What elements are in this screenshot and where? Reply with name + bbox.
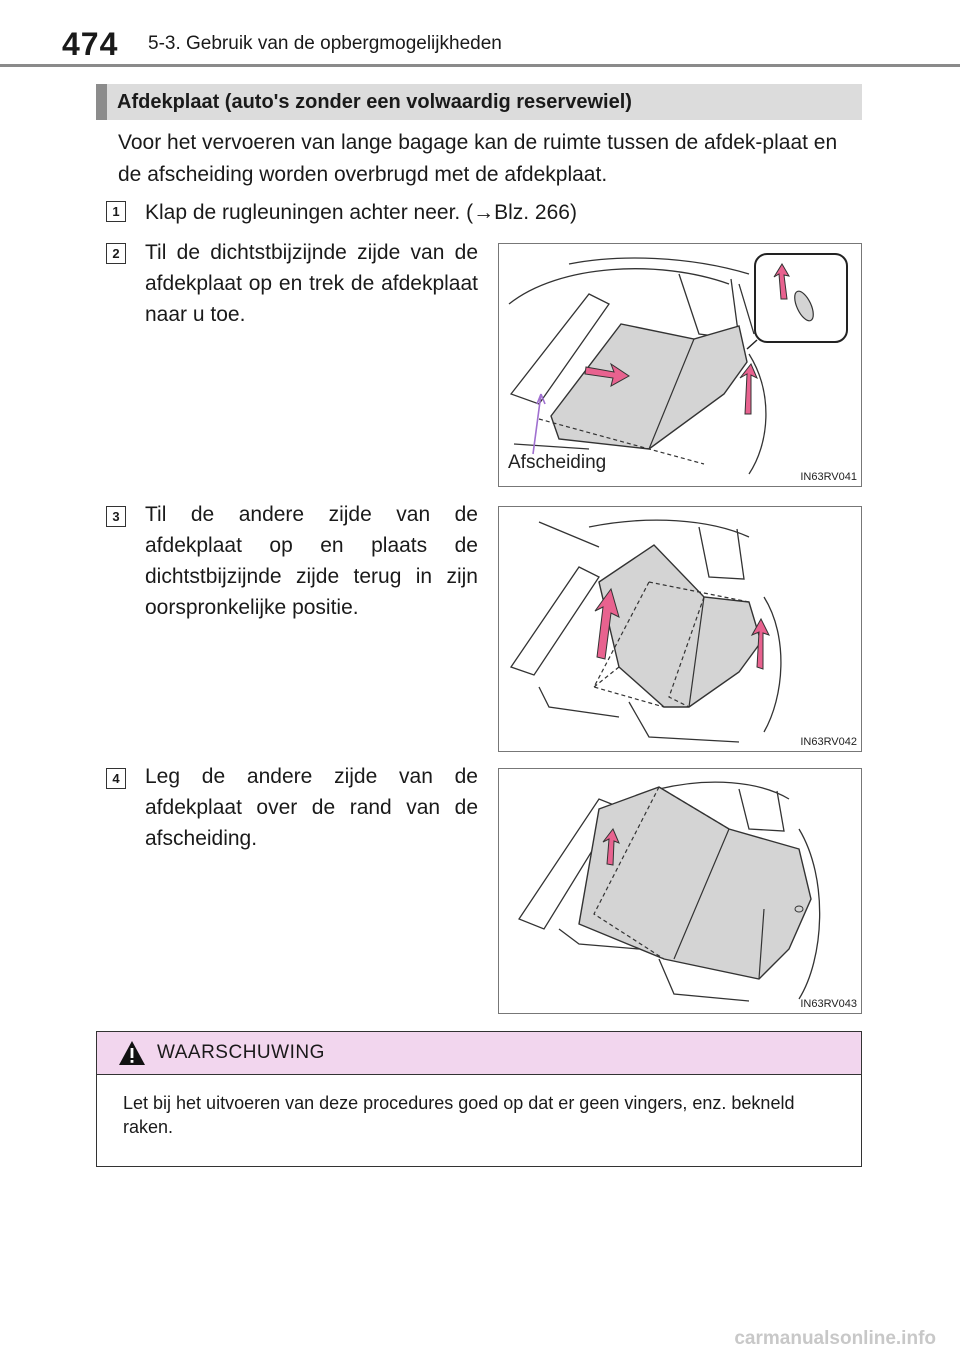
figure-label-afscheiding: Afscheiding xyxy=(508,452,607,473)
figure-code-2: IN63RV042 xyxy=(800,736,857,748)
figure-code-3: IN63RV043 xyxy=(800,998,857,1010)
page-number: 474 xyxy=(62,26,119,62)
step-number-4: 4 xyxy=(106,768,126,789)
watermark: carmanualsonline.info xyxy=(734,1328,936,1349)
figure-illustration-3 xyxy=(499,769,861,1013)
warning-title: WAARSCHUWING xyxy=(157,1042,325,1063)
step-text-1: Klap de rugleuningen achter neer. (→Blz. 266) xyxy=(145,201,577,224)
section-title-bar xyxy=(96,84,862,120)
step-text-2: Til de dichtstbijzijnde zijde van de afdekplaat op en trek de afdekplaat naar u toe. xyxy=(145,241,478,326)
step-number-1: 1 xyxy=(106,201,126,222)
section-title: Afdekplaat (auto's zonder een volwaardig reservewiel) xyxy=(117,90,632,113)
figure-step-2 xyxy=(498,243,862,487)
header-divider xyxy=(0,64,960,67)
figure-illustration-2 xyxy=(499,507,861,751)
step-number-3: 3 xyxy=(106,506,126,527)
step-text-3: Til de andere zijde van de afdekplaat op en plaats de dichtstbijzijnde zijde terug in zijn oorspronkelijke positie. xyxy=(145,503,478,619)
warning-header xyxy=(97,1032,861,1075)
warning-box xyxy=(96,1031,862,1167)
warning-text: Let bij het uitvoeren van deze procedures goed op dat er geen vingers, enz. bekneld raken. xyxy=(123,1093,795,1137)
intro-paragraph: Voor het vervoeren van lange bagage kan de ruimte tussen de afdek-plaat en de afscheiding worden overbrugd met de afdekplaat. xyxy=(118,131,838,186)
figure-step-4 xyxy=(498,768,862,1014)
figure-code-1: IN63RV041 xyxy=(800,471,857,483)
figure-illustration-1 xyxy=(499,244,861,486)
section-accent xyxy=(96,84,107,120)
figure-step-3 xyxy=(498,506,862,752)
chapter-title: 5-3. Gebruik van de opbergmogelijkheden xyxy=(148,33,502,54)
warning-triangle-icon xyxy=(117,1039,147,1067)
step-text-4: Leg de andere zijde van de afdekplaat over de rand van de afscheiding. xyxy=(145,765,478,850)
step-number-2: 2 xyxy=(106,243,126,264)
